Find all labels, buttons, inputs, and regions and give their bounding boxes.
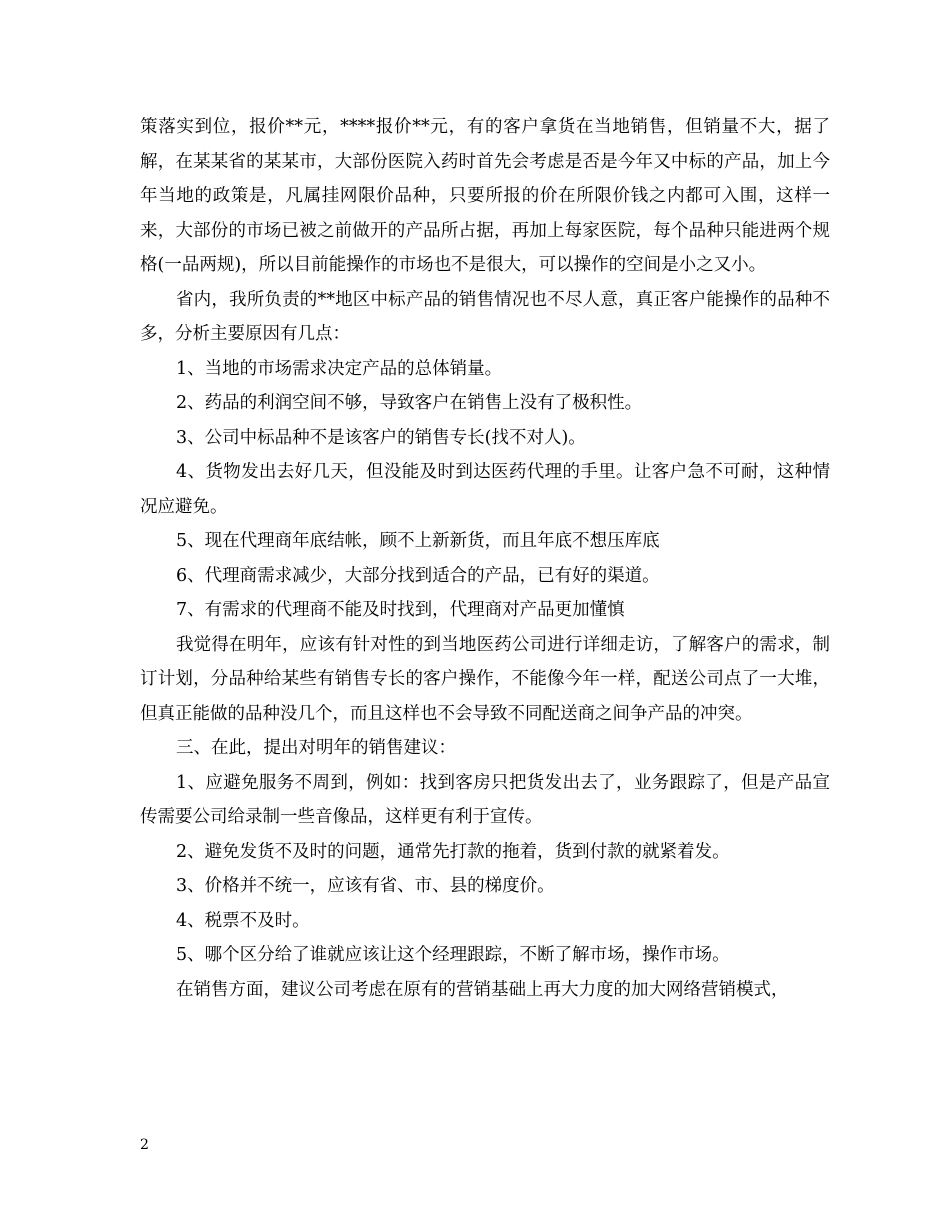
list-item: 3、公司中标品种不是该客户的销售专长(找不对人)。 bbox=[176, 427, 586, 448]
list-item: 6、代理商需求减少，大部分找到适合的产品，已有好的渠道。 bbox=[176, 565, 660, 586]
list-item: 4、货物发出去好几天，但没能及时到达医药代理的手里。让客户急不可耐，这种情况应避免。 bbox=[140, 462, 830, 517]
list-item: 1、当地的市场需求决定产品的总体销量。 bbox=[176, 358, 503, 379]
section-heading: 三、在此，提出对明年的销售建议： bbox=[176, 738, 456, 758]
list-item: 2、药品的利润空间不够，导致客户在销售上没有了极积性。 bbox=[176, 393, 643, 413]
paragraph: 我觉得在明年，应该有针对性的到当地医药公司进行详细走访，了解客户的需求，制订计划，分品种给某些有销售专长的客户操作，不能像今年一样，配送公司点了一大堆，但真正能做的品种没几个，而且这样也不会导致不同配送商之间争产品的冲突。 bbox=[140, 634, 830, 724]
list-item: 4、税票不及时。 bbox=[176, 910, 310, 931]
list-item: 2、避免发货不及时的问题，通常先打款的拖着，货到付款的就紧着发。 bbox=[176, 841, 730, 862]
paragraph: 策落实到位，报价**元，****报价**元，有的客户拿货在当地销售，但销量不大，据了解，在某某省的某某市，大部份医院入药时首先会考虑是否是今年又中标的产品，加上今年当地的政策是，凡属挂网限价品种，只要所报的价在所限价钱之内都可入围，这样一来，大部份的市场已被之前做开的产品所占据，再加上每家医院，每个品种只能进两个规格(一品两规)，所以目前能操作的市场也不是很大，可以操作的空间是小之又小。 bbox=[140, 117, 830, 275]
list-item: 5、现在代理商年底结帐，顾不上新新货，而且年底不想压库底 bbox=[176, 531, 660, 551]
page-number: 2 bbox=[140, 1137, 149, 1153]
body-text bbox=[140, 110, 830, 1007]
list-item: 3、价格并不统一，应该有省、市、县的梯度价。 bbox=[176, 876, 555, 896]
list-item: 7、有需求的代理商不能及时找到，代理商对产品更加懂慎 bbox=[176, 600, 625, 620]
paragraph: 省内，我所负责的**地区中标产品的销售情况也不尽人意，真正客户能操作的品种不多，分析主要原因有几点： bbox=[140, 289, 830, 344]
paragraph: 在销售方面，建议公司考虑在原有的营销基础上再大力度的加大网络营销模式， bbox=[176, 979, 789, 1000]
list-item: 1、应避免服务不周到，例如：找到客房只把货发出去了，业务跟踪了，但是产品宣传需要公司给录制一些音像品，这样更有利于宣传。 bbox=[140, 772, 830, 827]
list-item: 5、哪个区分给了谁就应该让这个经理跟踪，不断了解市场，操作市场。 bbox=[176, 945, 730, 965]
